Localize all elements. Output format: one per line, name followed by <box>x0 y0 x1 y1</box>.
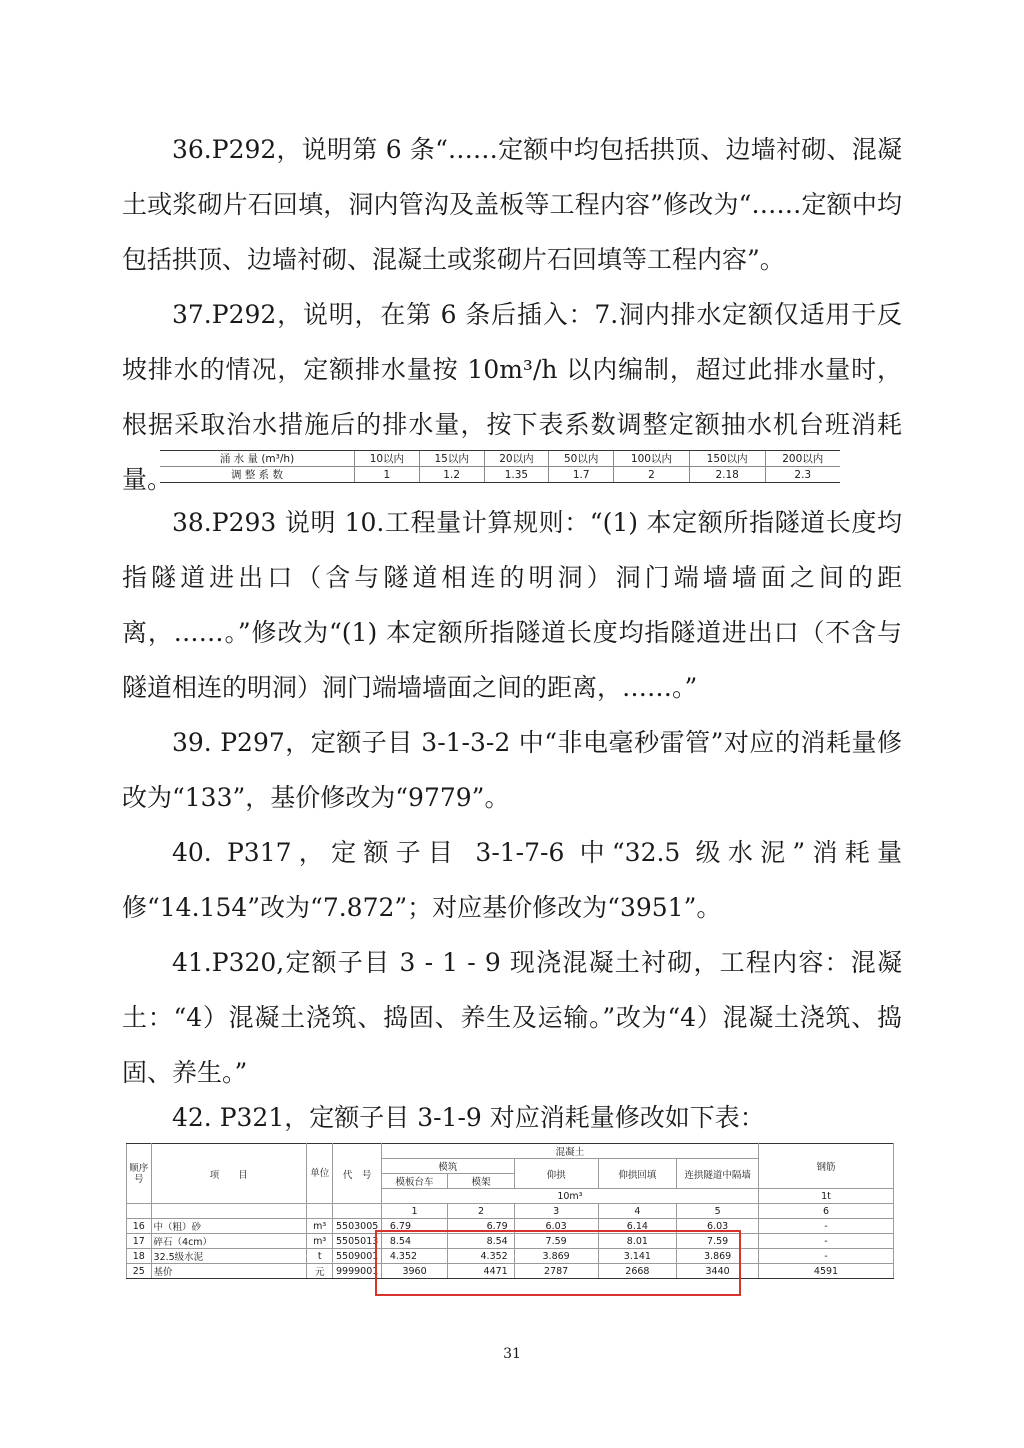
header-formwork-frame: 模架 <box>448 1174 514 1189</box>
water-flow-coefficient-table <box>160 450 840 483</box>
row-value: 3.141 <box>598 1249 677 1264</box>
row-value: 3440 <box>677 1264 759 1279</box>
column-number: 6 <box>759 1204 894 1219</box>
flow-header-row <box>160 451 840 467</box>
row-item: 碎石（4cm） <box>151 1234 306 1249</box>
row-value: 3.869 <box>514 1249 598 1264</box>
row-value: 4471 <box>448 1264 514 1279</box>
header-formwork: 模筑 <box>381 1159 514 1174</box>
row-value: 6.79 <box>448 1219 514 1234</box>
paragraph-42: 42. P321，定额子目 3-1-9 对应消耗量修改如下表： <box>172 1103 765 1132</box>
row-item: 基价 <box>151 1264 306 1279</box>
header-seq: 顺序号 <box>127 1144 152 1204</box>
row-seq: 18 <box>127 1249 152 1264</box>
paragraph-38: 38.P293 说明 10.工程量计算规则：“(1) 本定额所指隧道长度均指隧道进出口（含与隧道相连的明洞）洞门端墙墙面之间的距离，……。”修改为“(1) 本定额所指隧道长度均指隧道进出口（不含与隧道相连的明洞）洞门端墙墙面之间的距离，……。” <box>122 508 902 702</box>
row-unit: t <box>306 1249 333 1264</box>
row-seq: 16 <box>127 1219 152 1234</box>
flow-header-cell: 20以内 <box>484 451 549 467</box>
highlight-box <box>375 1230 741 1296</box>
row-value: 7.59 <box>677 1234 759 1249</box>
row-code: 9999001 <box>333 1264 381 1279</box>
column-number: 4 <box>598 1204 677 1219</box>
column-number: 1 <box>381 1204 447 1219</box>
row-value: 6.03 <box>677 1219 759 1234</box>
header-invert: 仰拱 <box>514 1159 598 1189</box>
row-seq: 25 <box>127 1264 152 1279</box>
row-value: 4.352 <box>448 1249 514 1264</box>
paragraph-39: 39. P297，定额子目 3-1-3-2 中“非电毫秒雷管”对应的消耗量修改为“133”，基价修改为“9779”。 <box>122 728 902 812</box>
row-value: - <box>759 1219 894 1234</box>
flow-header-cell: 10以内 <box>355 451 420 467</box>
header-formwork-trolley: 模板台车 <box>381 1174 447 1189</box>
flow-header-cell: 50以内 <box>549 451 614 467</box>
row-unit: 元 <box>306 1264 333 1279</box>
row-value: 8.01 <box>598 1234 677 1249</box>
row-value: 4.352 <box>381 1249 447 1264</box>
header-concrete: 混凝土 <box>381 1144 758 1159</box>
row-unit: m³ <box>306 1219 333 1234</box>
row-value: 3960 <box>381 1264 447 1279</box>
flow-header-cell: 100以内 <box>614 451 690 467</box>
flow-row-label: 涌 水 量 (m³/h) <box>160 451 355 467</box>
row-code: 5503005 <box>333 1219 381 1234</box>
quota-colnum-row <box>127 1204 894 1219</box>
paragraph-36: 36.P292，说明第 6 条“……定额中均包括拱顶、边墙衬砌、混凝土或浆砌片石回填，洞内管沟及盖板等工程内容”修改为“……定额中均包括拱顶、边墙衬砌、混凝土或浆砌片石回填等工程内容”。 <box>122 135 902 274</box>
row-value: - <box>759 1234 894 1249</box>
flow-value-row <box>160 467 840 483</box>
header-invert-fill: 仰拱回填 <box>598 1159 677 1189</box>
header-partition-wall: 连拱隧道中隔墙 <box>677 1159 759 1189</box>
row-item: 32.5级水泥 <box>151 1249 306 1264</box>
flow-row-label: 调 整 系 数 <box>160 467 355 483</box>
flow-header-cell: 15以内 <box>419 451 484 467</box>
paragraph-37: 37.P292，说明，在第 6 条后插入：7.洞内排水定额仅适用于反坡排水的情况，定额排水量按 10m³/h 以内编制，超过此排水量时，根据采取治水措施后的排水量，按下表系数调整定额抽水机台班消耗量。 <box>122 300 902 494</box>
flow-value-cell: 2 <box>614 467 690 483</box>
header-unit-rebar: 1t <box>759 1189 894 1204</box>
flow-header-cell: 200以内 <box>765 451 840 467</box>
paragraph-40: 40. P317，定额子目 3-1-7-6 中“32.5 级水泥”消耗量修“14.154”改为“7.872”；对应基价修改为“3951”。 <box>122 838 902 922</box>
paragraph-41: 41.P320,定额子目 3 - 1 - 9 现浇混凝土衬砌，工程内容：混凝土：“4）混凝土浇筑、捣固、养生及运输。”改为“4）混凝土浇筑、捣固、养生。” <box>122 948 902 1087</box>
row-code: 5505013 <box>333 1234 381 1249</box>
column-number: 3 <box>514 1204 598 1219</box>
row-value: 4591 <box>759 1264 894 1279</box>
row-code: 5509001 <box>333 1249 381 1264</box>
header-rebar: 钢筋 <box>759 1144 894 1189</box>
flow-value-cell: 1.7 <box>549 467 614 483</box>
row-value: 3.869 <box>677 1249 759 1264</box>
column-number: 5 <box>677 1204 759 1219</box>
header-unit: 单位 <box>306 1144 333 1204</box>
flow-value-cell: 1.35 <box>484 467 549 483</box>
column-number: 2 <box>448 1204 514 1219</box>
row-value: 6.03 <box>514 1219 598 1234</box>
row-unit: m³ <box>306 1234 333 1249</box>
row-value: 8.54 <box>448 1234 514 1249</box>
row-value: 6.79 <box>381 1219 447 1234</box>
header-item: 项 目 <box>151 1144 306 1204</box>
row-value: 7.59 <box>514 1234 598 1249</box>
row-value: 6.14 <box>598 1219 677 1234</box>
row-value: 8.54 <box>381 1234 447 1249</box>
row-item: 中（粗）砂 <box>151 1219 306 1234</box>
flow-value-cell: 2.3 <box>765 467 840 483</box>
page-number: 31 <box>503 1346 521 1362</box>
quota-header-row <box>127 1144 894 1159</box>
flow-header-cell: 150以内 <box>689 451 765 467</box>
header-unit-concrete: 10m³ <box>381 1189 758 1204</box>
row-seq: 17 <box>127 1234 152 1249</box>
flow-value-cell: 2.18 <box>689 467 765 483</box>
row-value: 2668 <box>598 1264 677 1279</box>
flow-value-cell: 1 <box>355 467 420 483</box>
flow-value-cell: 1.2 <box>419 467 484 483</box>
header-code: 代 号 <box>333 1144 381 1204</box>
row-value: - <box>759 1249 894 1264</box>
row-value: 2787 <box>514 1264 598 1279</box>
